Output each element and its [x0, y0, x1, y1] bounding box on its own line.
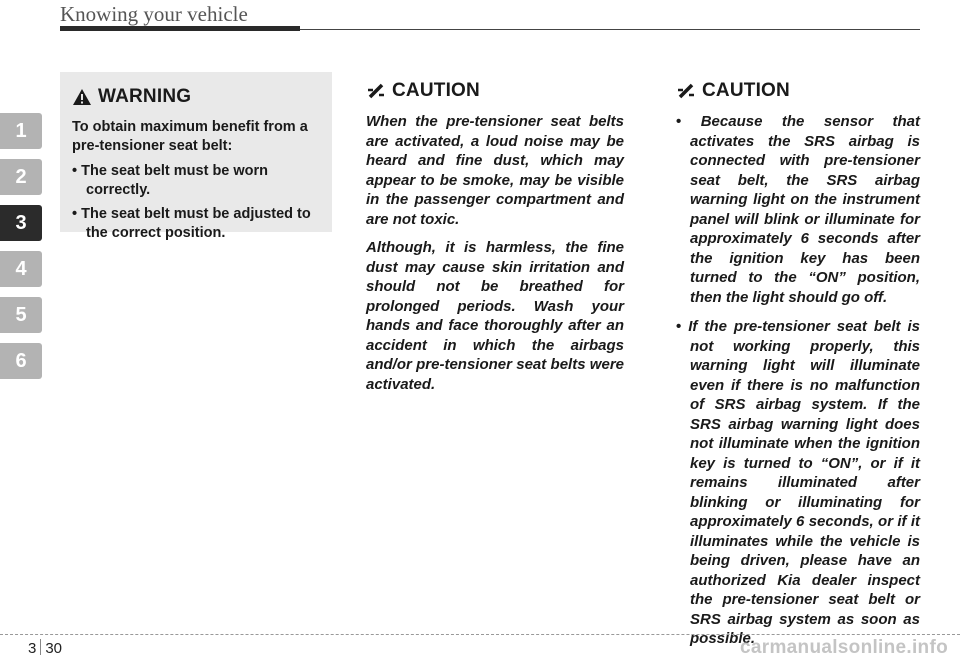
chapter-tab-1[interactable]	[0, 113, 42, 149]
header-title: Knowing your vehicle	[60, 2, 248, 26]
header-rule-thick	[60, 26, 300, 31]
chapter-tab-5[interactable]	[0, 297, 42, 333]
page-number-value: 30	[45, 640, 63, 657]
caution-section-1	[366, 80, 624, 403]
caution-heading-text: CAUTION	[392, 80, 480, 101]
header-rule-thin	[300, 29, 920, 30]
chapter-tab-label: 2	[15, 165, 27, 188]
chapter-tab-label: 4	[15, 257, 27, 280]
caution-list	[676, 112, 920, 649]
caution-paragraph: Although, it is harmless, the fine dust may cause skin irritation and should not be breathed for prolonged periods. Wash your hands and face thoroughly after an accident in which the airbags and/or pre-tensioner seat belts were activated.	[366, 239, 624, 393]
chapter-tab-4[interactable]	[0, 251, 42, 287]
page-number	[28, 639, 62, 657]
watermark: carmanualsonline.info	[740, 637, 948, 658]
warning-list	[72, 162, 322, 243]
chapter-tabs	[0, 113, 42, 389]
list-item: • If the pre-tensioner seat belt is not working properly, this warning light will illuminate even if there is no malfunction of SRS airbag system. If the SRS airbag warning light does not illuminate when the ignition key is turned to “ON”, or if it remains illuminated after blinking or illuminating for approximately 6 seconds, or if it illuminates while the vehicle is being driven, please have an authorized Kia dealer inspect the pre-tensioner seat belt or SRS airbag system as soon as possible.	[676, 317, 920, 649]
warning-intro: To obtain maximum benefit from a pre-tensioner seat belt:	[72, 119, 308, 154]
warning-heading	[72, 86, 322, 108]
caution-body	[366, 112, 624, 394]
chapter-tab-6[interactable]	[0, 343, 42, 379]
warning-heading-text: WARNING	[98, 86, 192, 107]
chapter-tab-2[interactable]	[0, 159, 42, 195]
list-item: • The seat belt must be adjusted to the correct position.	[72, 205, 322, 243]
warning-box	[60, 72, 332, 241]
list-item: • The seat belt must be worn correctly.	[72, 162, 322, 200]
warning-triangle-icon	[72, 88, 92, 106]
caution-heading-text: CAUTION	[702, 80, 790, 101]
caution-body	[676, 112, 920, 649]
list-item: • Because the sensor that activates the SRS airbag is connected with pre-tensioner seat belt, the SRS airbag warning light on the instrument panel will blink or illuminate for approximately 6 seconds after the ignition key has been turned to the “ON” position, then the light should go off.	[676, 112, 920, 307]
caution-section-2	[676, 80, 920, 659]
chapter-tab-3[interactable]	[0, 205, 42, 241]
chapter-tab-label: 6	[15, 349, 27, 372]
caution-slash-icon	[676, 83, 696, 99]
chapter-tab-label: 5	[15, 303, 27, 326]
chapter-tab-label: 1	[15, 119, 27, 142]
chapter-number: 3	[28, 640, 37, 657]
caution-paragraph: When the pre-tensioner seat belts are activated, a loud noise may be heard and fine dust, which may appear to be smoke, may be visible in the passenger compartment and are not toxic.	[366, 113, 624, 228]
footer-rule	[0, 634, 960, 635]
caution-slash-icon	[366, 83, 386, 99]
caution-heading	[366, 80, 624, 102]
caution-heading	[676, 80, 920, 102]
chapter-tab-label: 3	[15, 211, 27, 234]
page-number-divider	[40, 639, 41, 655]
